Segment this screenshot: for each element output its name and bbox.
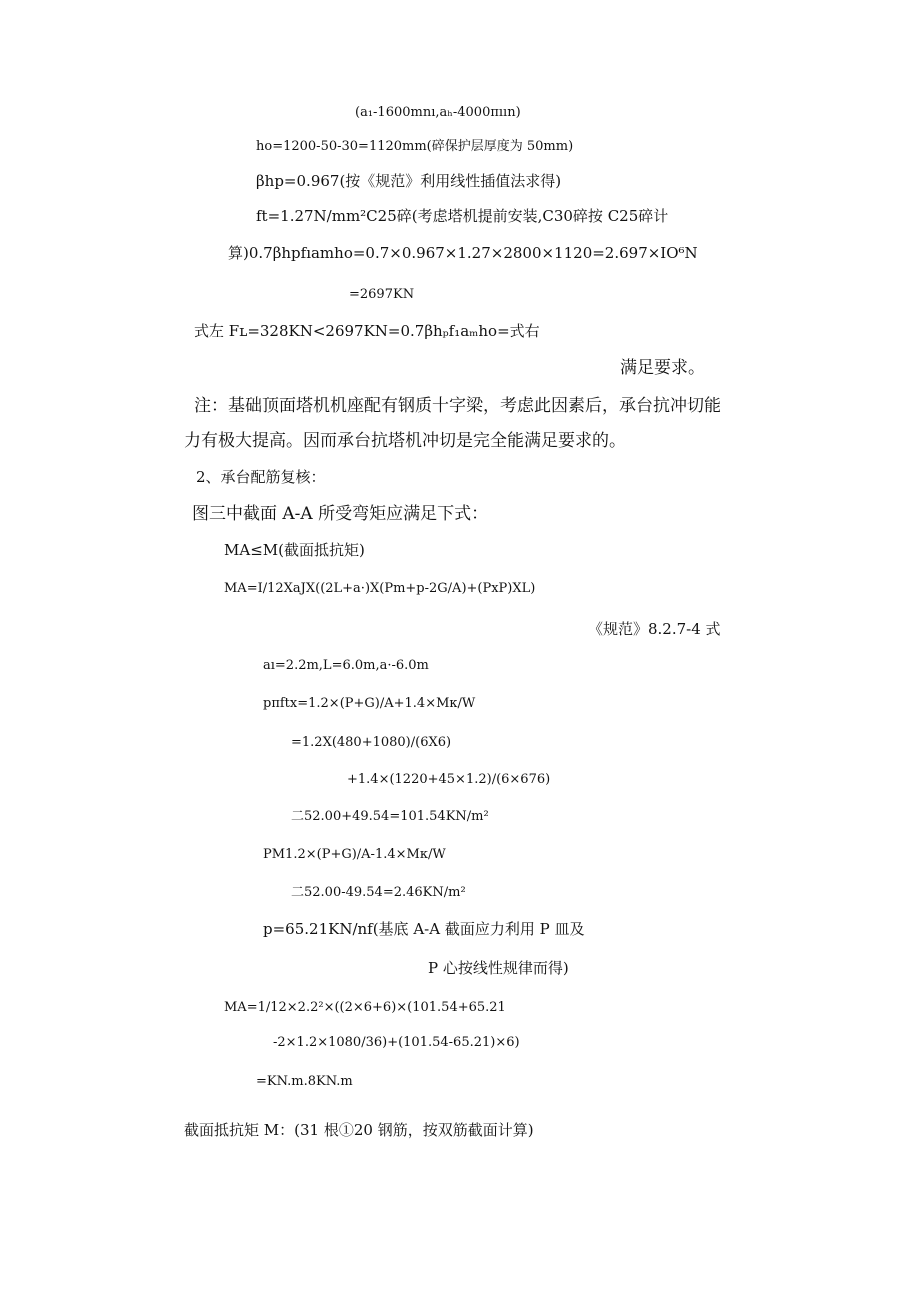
formula-ma-condition: MA≤M(截面抵抗矩) xyxy=(224,541,365,559)
note-paragraph-line1: 注：基础顶面塔机机座配有钢质十字梁，考虑此因素后，承台抗冲切能 xyxy=(194,396,721,416)
formula-pmin-result: 二52.00-49.54=2.46KN/m² xyxy=(291,885,466,900)
formula-left-right-compare: 式左 Fʟ=328KN<2697KN=0.7βhₚf₁aₘho=式右 xyxy=(194,322,540,340)
formula-pmin: PM1.2×(P+G)/A-1.4×Mκ/W xyxy=(263,847,446,862)
formula-p-interp: p=65.21KN/nf(基底 A-A 截面应力利用 P 皿及 xyxy=(263,920,585,938)
section-resisting-moment: 截面抵抗矩 M：(31 根①20 钢筋，按双筋截面计算) xyxy=(184,1121,534,1139)
formula-ma-calc1: MA=1/12×2.2²×((2×6+6)×(101.54+65.21 xyxy=(224,1000,506,1015)
formula-punching-capacity: 算)0.7βhpfıamho=0.7×0.967×1.27×2800×1120=2.697×IO⁶N xyxy=(228,244,698,262)
formula-ma-general: MA=I/12XaJX((2L+a·)X(Pm+p-2G/A)+(PxP)XL) xyxy=(224,581,536,596)
formula-reference: 《规范》8.2.7-4 式 xyxy=(588,620,721,638)
formula-ma-calc2: -2×1.2×1080/36)+(101.54-65.21)×6) xyxy=(273,1035,520,1050)
formula-p-interp-cont: P 心按线性规律而得) xyxy=(428,959,569,977)
formula-result-kn: =2697KN xyxy=(349,287,415,302)
conclusion-text: 满足要求。 xyxy=(620,358,705,378)
formula-parameters: aı=2.2m,L=6.0m,a·-6.0m xyxy=(263,658,429,673)
section-heading: 2、承台配筋复核： xyxy=(196,468,326,486)
formula-ho: ho=1200-50-30=1120mm(碎保护层厚度为 50mm) xyxy=(256,139,574,154)
section-intro: 图三中截面 A-A 所受弯矩应满足下式： xyxy=(192,504,489,524)
formula-pmax: pπftx=1.2×(P+G)/A+1.4×Mκ/W xyxy=(263,696,476,711)
formula-pmax-result: 二52.00+49.54=101.54KN/m² xyxy=(291,809,489,824)
formula-ma-result: =KN.m.8KN.m xyxy=(256,1074,353,1089)
formula-a1-ah: (a₁-1600mnı,aₕ-4000πıın) xyxy=(355,105,521,120)
formula-beta-hp: βhp=0.967(按《规范》利用线性插值法求得) xyxy=(256,172,562,190)
formula-pmax-step1: =1.2X(480+1080)/(6X6) xyxy=(291,735,452,750)
formula-ft: ft=1.27N/mm²C25碎(考虑塔机提前安装,C30碎按 C25碎计 xyxy=(256,207,669,225)
note-paragraph-line2: 力有极大提高。因而承台抗塔机冲切是完全能满足要求的。 xyxy=(184,431,626,451)
formula-pmax-step2: +1.4×(1220+45×1.2)/(6×676) xyxy=(347,772,551,787)
